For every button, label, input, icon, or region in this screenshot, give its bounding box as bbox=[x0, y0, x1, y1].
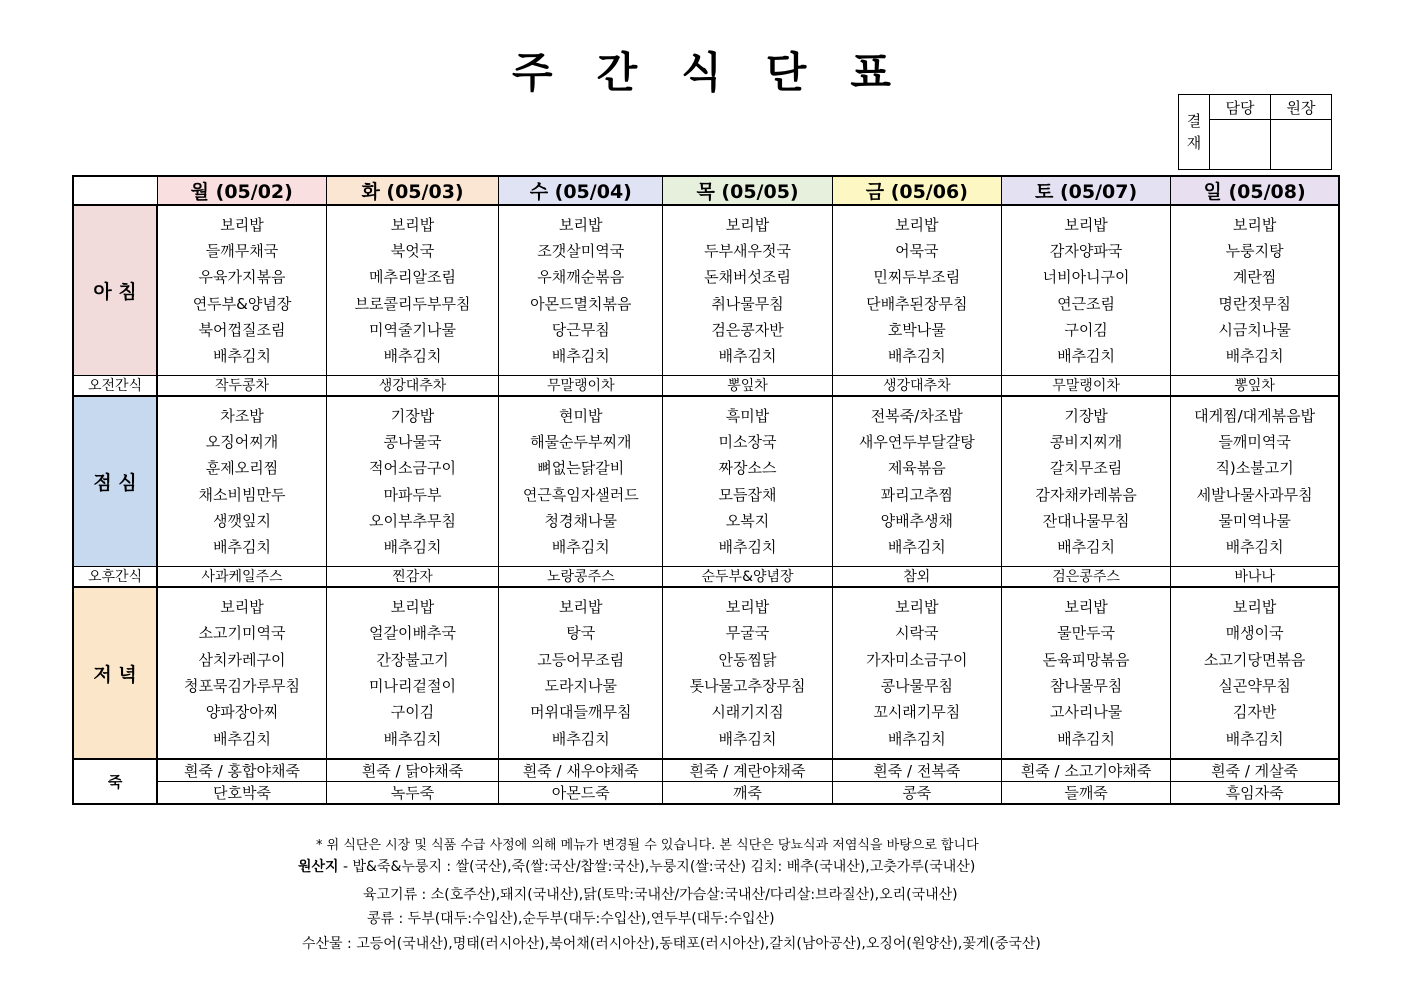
lunch-menu-cell bbox=[663, 396, 832, 567]
menu-item: 당근무침 bbox=[551, 320, 610, 339]
note-origin-meat: 육고기류 : 소(호주산),돼지(국내산),닭(토막:국내산/가슴살:국내산/다리살:브라질산),오리(국내산) bbox=[363, 887, 958, 903]
menu-item: 배추김치 bbox=[551, 729, 610, 748]
menu-item: 배추김치 bbox=[551, 347, 610, 366]
am_snack-item: 무말랭이차 bbox=[499, 376, 663, 397]
menu-item: 보리밥 bbox=[1064, 598, 1108, 617]
menu-item: 보리밥 bbox=[895, 215, 939, 234]
approval-col-manager: 담당 bbox=[1210, 95, 1271, 120]
breakfast-menu-cell bbox=[499, 205, 663, 376]
menu-item: 보리밥 bbox=[895, 598, 939, 617]
menu-item: 모듬잡채 bbox=[718, 485, 777, 504]
menu-item: 꽈리고추찜 bbox=[880, 485, 954, 504]
menu-item: 배추김치 bbox=[213, 347, 271, 366]
menu-item: 양배추생채 bbox=[880, 511, 954, 530]
menu-item: 메추리알조림 bbox=[369, 268, 456, 287]
approval-label-bottom: 재 bbox=[1186, 134, 1202, 152]
porridge-item: 흰죽 / 게살죽 bbox=[1171, 759, 1339, 782]
breakfast-menu-cell bbox=[663, 205, 832, 376]
menu-item: 돈채버섯조림 bbox=[704, 268, 792, 287]
porridge-item: 흰죽 / 계란야채죽 bbox=[663, 759, 832, 782]
menu-item: 고등어무조림 bbox=[537, 650, 625, 669]
menu-item: 간장불고기 bbox=[376, 650, 449, 669]
menu-item: 브로콜리두부무침 bbox=[354, 294, 471, 313]
breakfast-menu-cell bbox=[1001, 205, 1170, 376]
pm_snack-item: 검은콩주스 bbox=[1001, 567, 1170, 588]
approval-sign-director bbox=[1271, 120, 1332, 170]
menu-item: 훈제오리찜 bbox=[205, 459, 279, 478]
menu-item: 미소장국 bbox=[718, 432, 777, 451]
menu-item: 검은콩자반 bbox=[711, 320, 784, 339]
menu-item: 단배추된장무침 bbox=[866, 294, 968, 313]
breakfast-menu-cell bbox=[326, 205, 498, 376]
breakfast-label: 아 침 bbox=[73, 205, 157, 376]
title-char: 단 bbox=[765, 48, 807, 97]
menu-item: 마파두부 bbox=[383, 485, 442, 504]
menu-item: 소고기미역국 bbox=[198, 624, 286, 643]
menu-item: 탕국 bbox=[566, 624, 596, 643]
menu-item: 채소비빔만두 bbox=[198, 485, 286, 504]
menu-item: 적어소금구이 bbox=[369, 459, 456, 478]
menu-item: 어묵국 bbox=[895, 241, 939, 260]
menu-item: 보리밥 bbox=[725, 598, 770, 617]
menu-item: 잔대나물무침 bbox=[1042, 511, 1130, 530]
menu-item: 청포묵김가루무침 bbox=[184, 677, 300, 695]
menu-item: 무굴국 bbox=[725, 624, 770, 643]
menu-item: 차조밥 bbox=[220, 406, 264, 425]
menu-item: 취나물무침 bbox=[711, 294, 784, 313]
porridge-item: 흰죽 / 전복죽 bbox=[832, 759, 1001, 782]
menu-item: 배추김치 bbox=[383, 538, 442, 557]
menu-item: 안동찜닭 bbox=[718, 650, 777, 669]
day-header: 화 (05/03) bbox=[326, 176, 498, 205]
lunch-menu-cell bbox=[1001, 396, 1170, 567]
lunch-menu-cell bbox=[157, 396, 326, 567]
menu-item: 톳나물고추장무침 bbox=[689, 677, 806, 695]
menu-item: 보리밥 bbox=[559, 598, 603, 617]
menu-item: 시금치나물 bbox=[1218, 320, 1291, 339]
menu-item: 짜장소스 bbox=[718, 459, 777, 478]
dinner-label: 저 녁 bbox=[73, 587, 157, 759]
menu-item: 새우연두부달걀탕 bbox=[858, 432, 975, 451]
pm_snack-item: 사과케일주스 bbox=[157, 567, 326, 588]
porridge-item: 흰죽 / 새우야채죽 bbox=[499, 759, 663, 782]
pm_snack-item: 찐감자 bbox=[326, 567, 498, 588]
menu-item: 보리밥 bbox=[220, 215, 264, 234]
menu-item: 가자미소금구이 bbox=[866, 650, 968, 669]
origin-rice-text: - 밥&죽&누룽지 : 쌀(국산),죽(쌀:국산/찹쌀:국산),누룽지(쌀:국산) 김치: 배추(국내산),고춧가루(국내산) bbox=[338, 859, 976, 875]
menu-item: 호박나물 bbox=[887, 320, 946, 339]
am_snack-item: 뽕잎차 bbox=[1171, 376, 1339, 397]
menu-item: 세발나물사과무침 bbox=[1196, 485, 1313, 504]
porridge-item: 들깨죽 bbox=[1001, 782, 1170, 805]
menu-item: 참나물무침 bbox=[1049, 677, 1123, 695]
day-header: 일 (05/08) bbox=[1171, 176, 1339, 205]
menu-item: 배추김치 bbox=[551, 538, 610, 557]
menu-item: 미나리겉절이 bbox=[369, 677, 456, 695]
menu-item: 조갯살미역국 bbox=[537, 241, 625, 260]
menu-item: 보리밥 bbox=[1232, 215, 1277, 234]
menu-item: 도라지나물 bbox=[544, 677, 617, 695]
menu-item: 콩비지찌개 bbox=[1049, 432, 1123, 451]
menu-item: 들깨미역국 bbox=[1218, 432, 1291, 451]
menu-item: 꼬시래기무침 bbox=[873, 703, 961, 722]
menu-item: 물만두국 bbox=[1057, 624, 1116, 643]
pm_snack-item: 참외 bbox=[832, 567, 1001, 588]
title-char: 식 bbox=[681, 48, 722, 97]
porridge-item: 흰죽 / 홍합야채죽 bbox=[157, 759, 326, 782]
menu-item: 보리밥 bbox=[725, 215, 770, 234]
menu-item: 배추김치 bbox=[383, 347, 442, 366]
menu-item: 생깻잎지 bbox=[213, 511, 271, 530]
title-char: 표 bbox=[850, 48, 891, 97]
day-header: 토 (05/07) bbox=[1001, 176, 1170, 205]
menu-item: 배추김치 bbox=[1225, 347, 1284, 366]
menu-item: 계란찜 bbox=[1232, 268, 1277, 287]
menu-item: 보리밥 bbox=[220, 598, 264, 617]
menu-item: 고사리나물 bbox=[1049, 703, 1123, 722]
am_snack-item: 생강대추차 bbox=[832, 376, 1001, 397]
approval-label bbox=[1179, 95, 1210, 170]
menu-item: 배추김치 bbox=[213, 538, 271, 557]
approval-label-top: 결 bbox=[1186, 112, 1202, 130]
dinner-menu-cell bbox=[326, 587, 498, 759]
menu-item: 소고기당면볶음 bbox=[1203, 650, 1306, 669]
menu-item: 콩나물무침 bbox=[880, 677, 954, 695]
menu-item: 보리밥 bbox=[1064, 215, 1108, 234]
menu-item: 배추김치 bbox=[383, 729, 442, 748]
lunch-menu-cell bbox=[1171, 396, 1339, 567]
menu-item: 김자반 bbox=[1232, 703, 1277, 722]
menu-item: 민찌두부조림 bbox=[873, 268, 961, 287]
menu-item: 배추김치 bbox=[1225, 538, 1284, 557]
title-char: 주 bbox=[512, 48, 553, 97]
menu-item: 현미밥 bbox=[559, 406, 603, 425]
note-disclaimer: * 위 식단은 시장 및 식품 수급 사정에 의해 메뉴가 변경될 수 있습니다. 본 식단은 당뇨식과 저염식을 바탕으로 합니다 bbox=[316, 838, 979, 853]
menu-item: 전복죽/차조밥 bbox=[870, 406, 963, 425]
menu-item: 배추김치 bbox=[718, 538, 777, 557]
lunch-menu-cell bbox=[832, 396, 1001, 567]
menu-item: 시락국 bbox=[895, 624, 939, 643]
menu-item: 연두부&양념장 bbox=[192, 294, 292, 313]
porridge-item: 흑임자죽 bbox=[1171, 782, 1339, 805]
menu-item: 뼈없는닭갈비 bbox=[537, 459, 625, 478]
menu-item: 양파장아찌 bbox=[205, 703, 279, 722]
menu-item: 제육볶음 bbox=[887, 459, 946, 478]
menu-item: 대게찜/대게볶음밥 bbox=[1194, 406, 1316, 425]
menu-item: 매생이국 bbox=[1225, 624, 1284, 643]
menu-item: 우육가지볶음 bbox=[198, 268, 286, 287]
porridge-item: 흰죽 / 소고기야채죽 bbox=[1001, 759, 1170, 782]
am_snack-label: 오전간식 bbox=[73, 376, 157, 397]
menu-item: 물미역나물 bbox=[1218, 511, 1291, 530]
menu-item: 누룽지탕 bbox=[1225, 241, 1284, 260]
porridge-item: 흰죽 / 닭야채죽 bbox=[326, 759, 498, 782]
menu-item: 배추김치 bbox=[1225, 729, 1284, 748]
menu-item: 기장밥 bbox=[1064, 406, 1108, 425]
menu-item: 보리밥 bbox=[559, 215, 603, 234]
menu-item: 들깨무채국 bbox=[205, 241, 279, 260]
menu-item: 시래기지짐 bbox=[711, 703, 784, 722]
title-char: 간 bbox=[596, 48, 638, 97]
pm_snack-item: 순두부&양념장 bbox=[663, 567, 832, 588]
menu-item: 실곤약무침 bbox=[1218, 677, 1291, 695]
menu-item: 기장밥 bbox=[390, 406, 435, 425]
day-header: 금 (05/06) bbox=[832, 176, 1001, 205]
breakfast-menu-cell bbox=[1171, 205, 1339, 376]
menu-item: 돈육피망볶음 bbox=[1042, 650, 1130, 669]
pm_snack-label: 오후간식 bbox=[73, 567, 157, 588]
menu-item: 삼치카레구이 bbox=[198, 650, 286, 669]
menu-item: 배추김치 bbox=[887, 347, 946, 366]
approval-box bbox=[1178, 94, 1332, 170]
menu-item: 북어껍질조림 bbox=[198, 320, 286, 339]
menu-item: 연근흑임자샐러드 bbox=[522, 485, 639, 504]
menu-item: 아몬드멸치볶음 bbox=[530, 294, 632, 313]
dinner-menu-cell bbox=[1001, 587, 1170, 759]
porridge-item: 단호박죽 bbox=[157, 782, 326, 805]
menu-item: 얼갈이배추국 bbox=[369, 624, 456, 643]
menu-item: 배추김치 bbox=[718, 347, 777, 366]
dinner-menu-cell bbox=[499, 587, 663, 759]
approval-col-director: 원장 bbox=[1271, 95, 1332, 120]
menu-item: 감자양파국 bbox=[1049, 241, 1123, 260]
menu-item: 해물순두부찌개 bbox=[530, 432, 632, 451]
dinner-menu-cell bbox=[157, 587, 326, 759]
porridge-item: 깨죽 bbox=[663, 782, 832, 805]
note-origin-rice bbox=[298, 856, 975, 876]
porridge-item: 아몬드죽 bbox=[499, 782, 663, 805]
menu-item: 오복지 bbox=[725, 511, 770, 530]
lunch-menu-cell bbox=[499, 396, 663, 567]
menu-item: 배추김치 bbox=[1057, 729, 1116, 748]
dinner-menu-cell bbox=[1171, 587, 1339, 759]
menu-item: 청경채나물 bbox=[544, 511, 617, 530]
breakfast-menu-cell bbox=[157, 205, 326, 376]
menu-item: 보리밥 bbox=[390, 215, 435, 234]
menu-item: 북엇국 bbox=[390, 241, 435, 260]
weekly-menu-table bbox=[72, 175, 1340, 805]
lunch-menu-cell bbox=[326, 396, 498, 567]
am_snack-item: 뽕잎차 bbox=[663, 376, 832, 397]
breakfast-menu-cell bbox=[832, 205, 1001, 376]
am_snack-item: 작두콩차 bbox=[157, 376, 326, 397]
menu-item: 보리밥 bbox=[1232, 598, 1277, 617]
porridge-label: 죽 bbox=[73, 759, 157, 804]
menu-item: 구이김 bbox=[1064, 320, 1108, 339]
menu-item: 배추김치 bbox=[887, 538, 946, 557]
day-header: 목 (05/05) bbox=[663, 176, 832, 205]
menu-item: 배추김치 bbox=[1057, 538, 1116, 557]
am_snack-item: 무말랭이차 bbox=[1001, 376, 1170, 397]
note-origin-seafood: 수산물 : 고등어(국내산),명태(러시아산),북어채(러시아산),동태포(러시아산),갈치(남아공산),오징어(원양산),꽃게(중국산) bbox=[302, 936, 1041, 952]
menu-item: 너비아니구이 bbox=[1042, 268, 1130, 287]
menu-item: 오징어찌개 bbox=[205, 432, 279, 451]
menu-item: 두부새우젓국 bbox=[704, 241, 792, 260]
menu-item: 보리밥 bbox=[390, 598, 435, 617]
approval-sign-manager bbox=[1210, 120, 1271, 170]
menu-item: 우채깨순볶음 bbox=[537, 268, 625, 287]
dinner-menu-cell bbox=[663, 587, 832, 759]
menu-item: 감자채카레볶음 bbox=[1035, 485, 1137, 504]
porridge-item: 녹두죽 bbox=[326, 782, 498, 805]
note-origin-beans: 콩류 : 두부(대두:수입산),순두부(대두:수입산),연두부(대두:수입산) bbox=[367, 911, 775, 927]
menu-item: 갈치무조림 bbox=[1049, 459, 1123, 478]
pm_snack-item: 바나나 bbox=[1171, 567, 1339, 588]
menu-item: 콩나물국 bbox=[383, 432, 442, 451]
lunch-label: 점 심 bbox=[73, 396, 157, 567]
menu-item: 구이김 bbox=[390, 703, 435, 722]
menu-item: 배추김치 bbox=[718, 729, 777, 748]
menu-item: 흑미밥 bbox=[725, 406, 770, 425]
day-header: 월 (05/02) bbox=[157, 176, 326, 205]
menu-item: 명란젓무침 bbox=[1218, 294, 1291, 313]
porridge-item: 콩죽 bbox=[832, 782, 1001, 805]
page-title bbox=[0, 40, 1403, 100]
pm_snack-item: 노랑콩주스 bbox=[499, 567, 663, 588]
menu-item: 오이부추무침 bbox=[369, 511, 456, 530]
menu-item: 배추김치 bbox=[887, 729, 946, 748]
menu-item: 연근조림 bbox=[1057, 294, 1116, 313]
menu-item: 미역줄기나물 bbox=[369, 320, 456, 339]
day-header: 수 (05/04) bbox=[499, 176, 663, 205]
menu-item: 머위대들깨무침 bbox=[530, 703, 632, 722]
menu-item: 배추김치 bbox=[1057, 347, 1116, 366]
corner-cell bbox=[73, 176, 157, 205]
origin-label: 원산지 bbox=[298, 859, 339, 875]
menu-item: 배추김치 bbox=[213, 729, 271, 748]
dinner-menu-cell bbox=[832, 587, 1001, 759]
am_snack-item: 생강대추차 bbox=[326, 376, 498, 397]
menu-item: 직)소불고기 bbox=[1215, 459, 1294, 478]
